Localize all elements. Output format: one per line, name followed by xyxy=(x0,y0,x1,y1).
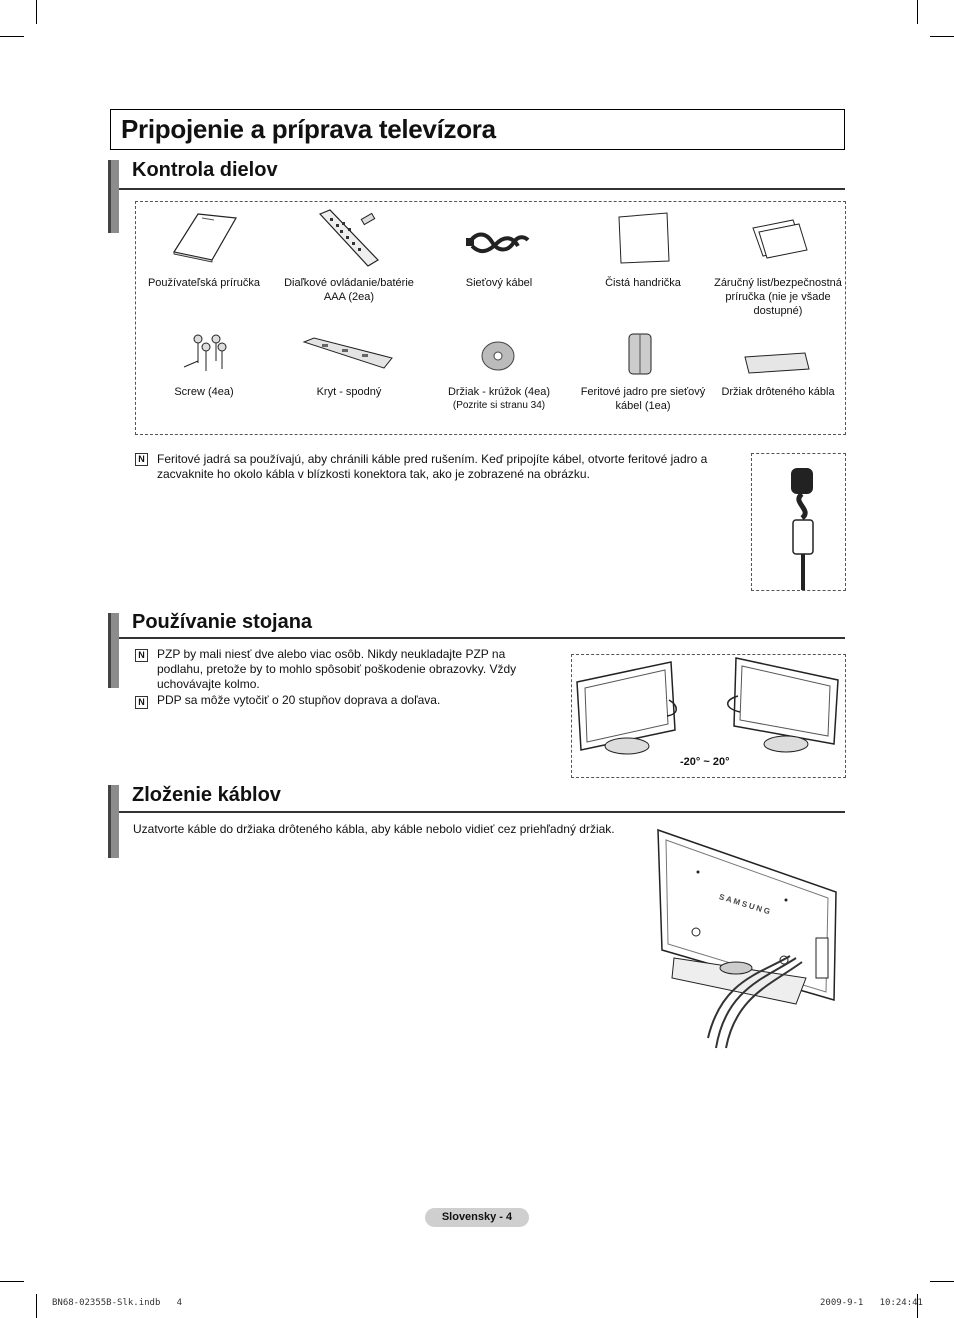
section-title-parts: Kontrola dielov xyxy=(132,159,278,181)
crop-mark xyxy=(36,0,37,24)
note-icon: N xyxy=(135,696,148,709)
tv-back-cables-icon xyxy=(656,828,840,1048)
part-label: Screw (4ea) xyxy=(174,386,234,398)
section-rule xyxy=(119,188,845,190)
page-title-box xyxy=(110,109,845,150)
cables-text: Uzatvorte káble do držiaka drôteného kábla, aby káble nebolo vidieť cez priehľadný držiak. xyxy=(133,822,615,836)
part-label: Diaľkové ovládanie/batérie AAA (2ea) xyxy=(284,277,414,303)
part-label: Používateľská príručka xyxy=(147,277,261,289)
ferrite-note-text: Feritové jadrá sa používajú, aby chránili káble pred rušením. Keď pripojíte kábel, otvorte feritové jadro a zacvaknite ho okolo kábla v blízkosti konektora tak, ako je zobrazené na obrázku. xyxy=(157,452,708,481)
cloth-icon xyxy=(617,213,671,263)
part-label: Držiak - krúžok (4ea) (Pozrite si stranu 34) xyxy=(447,386,551,411)
crop-mark xyxy=(930,36,954,37)
imprint-left: BN68-02355B-Slk.indb 4 xyxy=(52,1298,183,1308)
part-label: Feritové jadro pre sieťový kábel (1ea) xyxy=(580,386,706,412)
ring-holder-icon xyxy=(480,340,516,372)
note-icon: N xyxy=(135,453,148,466)
bottom-cover-icon xyxy=(304,336,394,370)
section-rule xyxy=(119,811,845,813)
page-title: Pripojenie a príprava televízora xyxy=(121,114,496,144)
part-label: Sieťový kábel xyxy=(465,277,533,289)
screws-icon xyxy=(180,333,230,375)
tv-rotate-right-icon xyxy=(718,656,842,754)
ferrite-cable-icon xyxy=(785,466,825,590)
section-title-stand: Používanie stojana xyxy=(132,611,313,633)
tv-rotate-left-icon xyxy=(575,660,685,756)
power-cord-icon xyxy=(466,228,530,258)
note-icon: N xyxy=(135,649,148,662)
stand-note-2: PDP sa môže vytočiť o 20 stupňov doprava a doľava. xyxy=(157,693,441,707)
part-label: Držiak drôteného kábla xyxy=(721,386,835,398)
cable-holder-icon xyxy=(745,353,811,377)
imprint-right: 2009-9-1 10:24:41 xyxy=(820,1298,923,1308)
manual-icon xyxy=(172,212,238,262)
stand-note-1: PZP by mali niesť dve alebo viac osôb. Nikdy neukladajte PZP na podlahu, pretože by to mohlo spôsobiť poškodenie obrazovky. Vždy uchovávajte kolmo. xyxy=(157,647,517,691)
crop-mark xyxy=(917,0,918,24)
page-number: Slovensky - 4 xyxy=(425,1208,529,1227)
section-title-cables: Zloženie káblov xyxy=(132,784,281,806)
ferrite-core-icon xyxy=(621,332,661,376)
rotation-label: -20° ~ 20° xyxy=(680,756,730,768)
crop-mark xyxy=(0,36,24,37)
part-label: Kryt - spodný xyxy=(316,386,382,398)
warranty-card-icon xyxy=(753,220,809,258)
section-rule xyxy=(119,637,845,639)
part-label: Záručný list/bezpečnostná príručka (nie je všade dostupné) xyxy=(714,277,842,317)
part-label: Čistá handrička xyxy=(605,277,681,289)
section-bar xyxy=(108,785,119,858)
section-bar xyxy=(108,613,119,688)
crop-mark xyxy=(930,1281,954,1282)
crop-mark xyxy=(0,1281,24,1282)
crop-mark xyxy=(36,1294,37,1318)
section-bar xyxy=(108,160,119,233)
tv-brand-label: SAMSUNG xyxy=(717,892,774,917)
remote-control-icon xyxy=(318,210,384,268)
